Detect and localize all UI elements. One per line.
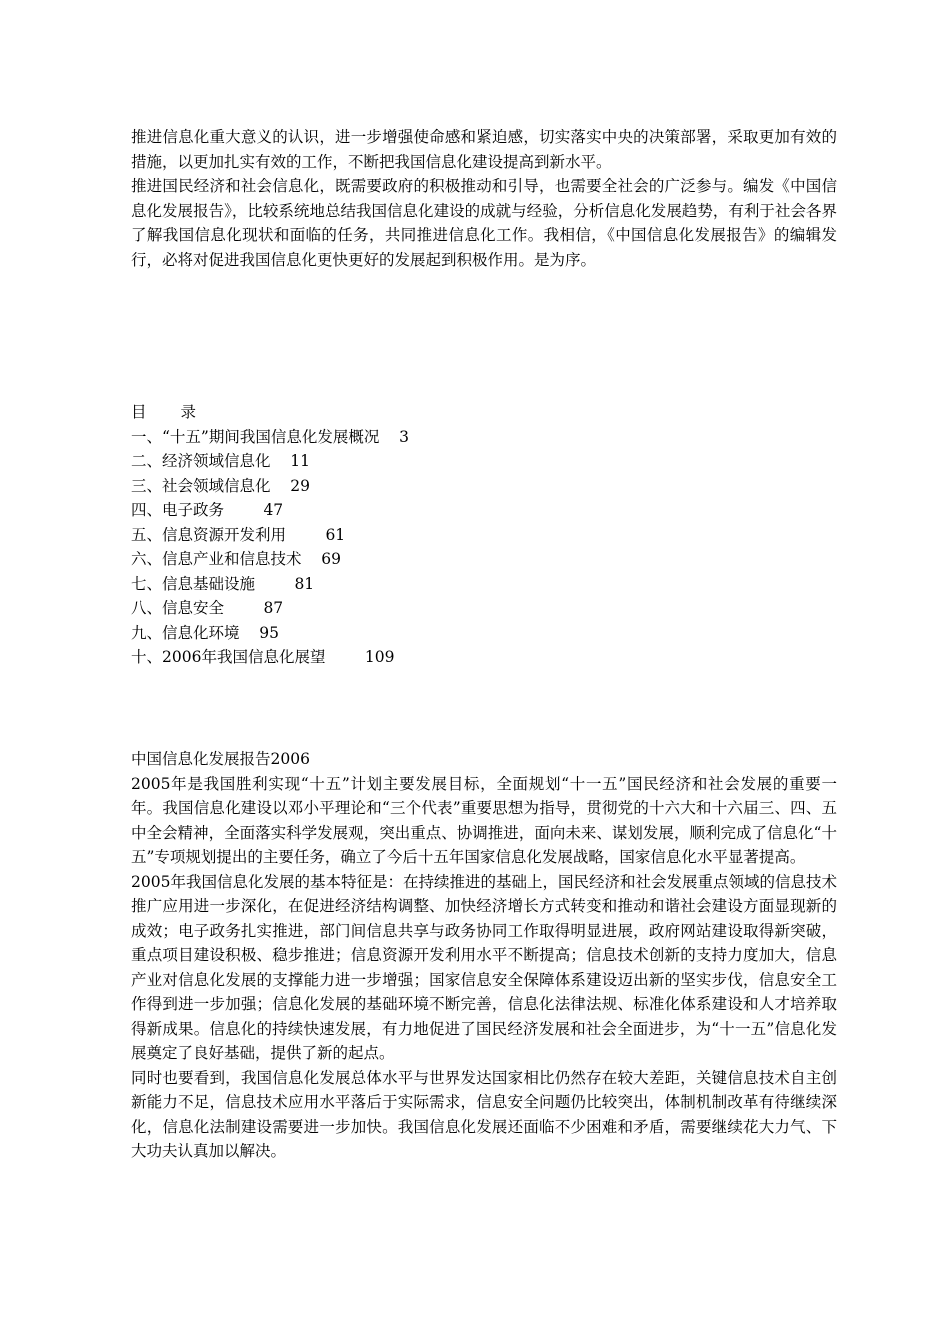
toc-heading [131, 400, 837, 425]
report-section [131, 747, 837, 1164]
toc-item-label: 十、2006年我国信息化展望 [131, 648, 326, 666]
report-paragraph: 同时也要看到，我国信息化发展总体水平与世界发达国家相比仍然存在较大差距，关键信息技术自主创新能力不足，信息技术应用水平落后于实际需求，信息安全问题仍比较突出，体制机制改革有待继续深化，信息化法制建设需要进一步加快。我国信息化发展还面临不少困难和矛盾，需要继续花大力气、下大功夫认真加以解决。 [131, 1068, 837, 1160]
report-title: 中国信息化发展报告2006 [131, 750, 310, 768]
toc-item[interactable] [131, 474, 837, 499]
toc-item-label: 五、信息资源开发利用 [131, 525, 287, 544]
toc-item-page: 87 [263, 599, 284, 617]
toc-item-label: 七、信息基础设施 [131, 574, 256, 593]
toc-item-label: 一、“十五”期间我国信息化发展概况 [131, 427, 380, 446]
preface-section [131, 125, 837, 272]
table-of-contents [131, 400, 837, 670]
toc-item-label: 八、信息安全 [131, 599, 225, 617]
toc-item-label: 四、电子政务 [131, 501, 225, 519]
toc-item-page: 95 [259, 623, 279, 642]
toc-item-label: 九、信息化环境 [131, 623, 240, 642]
preface-paragraph: 推进信息化重大意义的认识，进一步增强使命感和紧迫感，切实落实中央的决策部署，采取更加有效的措施，以更加扎实有效的工作，不断把我国信息化建设提高到新水平。 [131, 128, 837, 171]
toc-item-label: 二、经济领域信息化 [131, 452, 271, 470]
toc-item[interactable] [131, 621, 837, 646]
toc-item[interactable] [131, 645, 837, 670]
toc-item-page: 3 [399, 427, 409, 446]
toc-item-page: 29 [290, 476, 310, 495]
toc-item-page: 11 [290, 452, 310, 470]
toc-item[interactable] [131, 572, 837, 597]
toc-heading-left: 目 [131, 403, 147, 421]
toc-item[interactable] [131, 523, 837, 548]
report-paragraph: 2005年是我国胜利实现“十五”计划主要发展目标，全面规划“十一五”国民经济和社会发展的重要一年。我国信息化建设以邓小平理论和“三个代表”重要思想为指导，贯彻党的十六大和十六届三、四、五中全会精神，全面落实科学发展观，突出重点、协调推进，面向未来、谋划发展，顺利完成了信息化“十五”专项规划提出的主要任务，确立了今后十五年国家信息化发展战略，国家信息化水平显著提高。 [131, 774, 837, 866]
toc-item[interactable] [131, 498, 837, 523]
toc-item-label: 三、社会领域信息化 [131, 476, 271, 495]
toc-item-page: 81 [294, 574, 315, 593]
toc-item[interactable] [131, 547, 837, 572]
toc-heading-right: 录 [180, 403, 197, 421]
toc-item-label: 六、信息产业和信息技术 [131, 550, 302, 568]
toc-item[interactable] [131, 425, 837, 450]
toc-item-page: 61 [325, 525, 346, 544]
preface-paragraph: 推进国民经济和社会信息化，既需要政府的积极推动和引导，也需要全社会的广泛参与。编发《中国信息化发展报告》，比较系统地总结我国信息化建设的成就与经验，分析信息化发展趋势，有利于社会各界了解我国信息化现状和面临的任务，共同推进信息化工作。我相信，《中国信息化发展报告》的编辑发行，必将对促进我国信息化更快更好的发展起到积极作用。是为序。 [131, 177, 837, 269]
report-paragraph: 2005年我国信息化发展的基本特征是：在持续推进的基础上，国民经济和社会发展重点领域的信息技术推广应用进一步深化，在促进经济结构调整、加快经济增长方式转变和推动和谐社会建设方面显现新的成效；电子政务扎实推进，部门间信息共享与政务协同工作取得明显进展，政府网站建设取得新突破，重点项目建设积极、稳步推进；信息资源开发利用水平不断提高；信息技术创新的支持力度加大，信息产业对信息化发展的支撑能力进一步增强；国家信息安全保障体系建设迈出新的坚实步伐，信息安全工作得到进一步加强；信息化发展的基础环境不断完善，信息化法律法规、标准化体系建设和人才培养取得新成果。信息化的持续快速发展，有力地促进了国民经济发展和社会全面进步，为“十一五”信息化发展奠定了良好基础，提供了新的起点。 [131, 872, 837, 1062]
toc-item-page: 69 [321, 550, 341, 568]
toc-item-page: 109 [364, 648, 395, 666]
toc-item[interactable] [131, 596, 837, 621]
toc-item-page: 47 [263, 501, 284, 519]
toc-item[interactable] [131, 449, 837, 474]
